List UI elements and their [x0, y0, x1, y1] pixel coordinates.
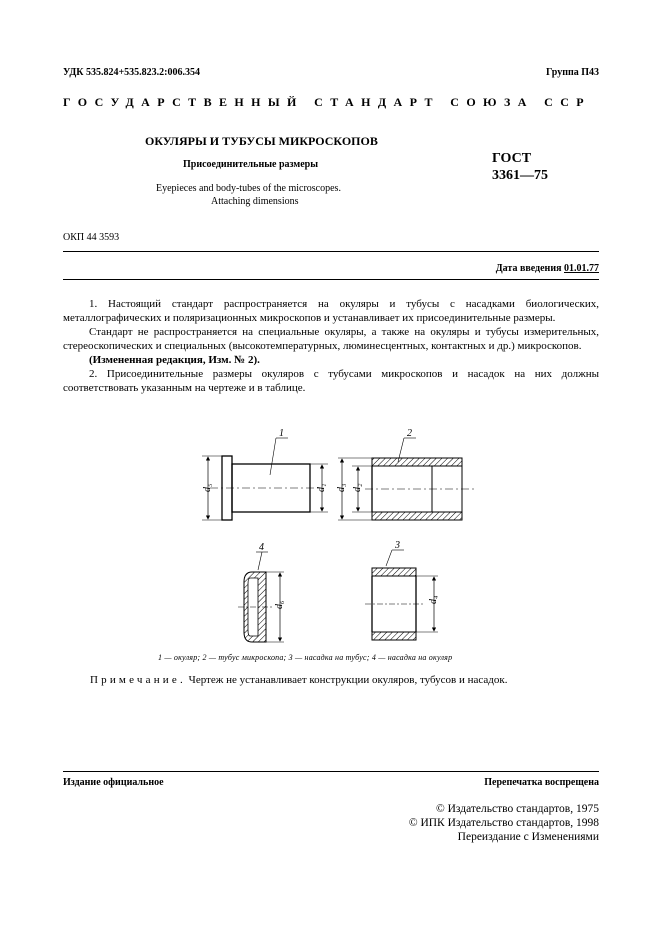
label-d5: d₅	[202, 483, 213, 492]
body-tube-figure	[336, 428, 475, 520]
gost-designation	[492, 150, 548, 184]
copyright-block	[409, 802, 599, 844]
amendment-note: (Измененная редакция, Изм. № 2).	[89, 354, 260, 366]
document-subtitle: Присоединительные размеры	[183, 159, 319, 170]
paragraph-1: 1. Настоящий стандарт распространяется на окуляры и тубусы с насадками биологических, металлографических и поляризационных микроскопов и устанавливает их присоединительные размеры.	[63, 298, 599, 324]
label-d4: d₄	[428, 595, 439, 604]
label-d2: d₂	[352, 483, 363, 492]
gost-number: 3361—75	[492, 168, 548, 183]
drawing-note	[90, 674, 507, 686]
okp-code: ОКП 44 3593	[63, 232, 120, 243]
english-title-line2: Attaching dimensions	[211, 196, 299, 207]
label-3: 3	[395, 540, 400, 551]
reissue-note: Переиздание с Изменениями	[457, 831, 599, 843]
tube-cap-figure	[365, 540, 439, 640]
technical-drawing	[180, 420, 500, 650]
label-d1: d₁	[316, 483, 327, 492]
copyright-1975: © Издательство стандартов, 1975	[435, 803, 599, 815]
label-d3: d₃	[336, 483, 347, 492]
body-section	[63, 297, 599, 395]
official-edition: Издание официальное	[63, 777, 164, 788]
label-4: 4	[259, 542, 264, 553]
label-d6: d₆	[274, 600, 285, 609]
udk-code: УДК 535.824+535.823.2:006.354	[63, 67, 200, 78]
divider-footer	[63, 771, 599, 772]
reprint-notice: Перепечатка воспрещена	[484, 777, 599, 788]
divider-date	[63, 279, 599, 280]
note-text: Чертеж не устанавливает конструкции окуляров, тубусов и насадок.	[185, 674, 508, 686]
label-2: 2	[407, 428, 412, 439]
note-label: Примечание.	[90, 674, 186, 686]
eyepiece-figure	[202, 428, 328, 520]
paragraph-2: Стандарт не распространяется на специальные окуляры, а также на окуляры и тубусы измерительных, стереоскопических и специальных (высокотемпературных, люминесцентных, контактных и др.) микроскопов.	[63, 326, 599, 352]
group-code: Группа П43	[546, 67, 599, 78]
eyepiece-cap-figure	[238, 542, 285, 642]
effective-date	[496, 263, 599, 274]
copyright-1998: © ИПК Издательство стандартов, 1998	[408, 817, 599, 829]
divider-top	[63, 251, 599, 252]
english-title-line1: Eyepieces and body-tubes of the microscopes.	[156, 183, 341, 194]
drawing-caption: 1 — окуляр; 2 — тубус микроскопа; 3 — насадка на тубус; 4 — насадка на окуляр	[158, 653, 453, 662]
document-title: ОКУЛЯРЫ И ТУБУСЫ МИКРОСКОПОВ	[145, 134, 378, 148]
effective-date-label: Дата введения	[495, 263, 562, 274]
label-1: 1	[279, 428, 284, 439]
gost-label: ГОСТ	[492, 151, 532, 166]
state-standard-heading: ГОСУДАРСТВЕННЫЙ СТАНДАРТ СОЮЗА ССР	[63, 95, 592, 109]
effective-date-value: 01.01.77	[564, 263, 599, 274]
paragraph-3: 2. Присоединительные размеры окуляров с тубусами микроскопов и насадок на них должны соответствовать указанным на чертеже и в таблице.	[63, 368, 599, 394]
